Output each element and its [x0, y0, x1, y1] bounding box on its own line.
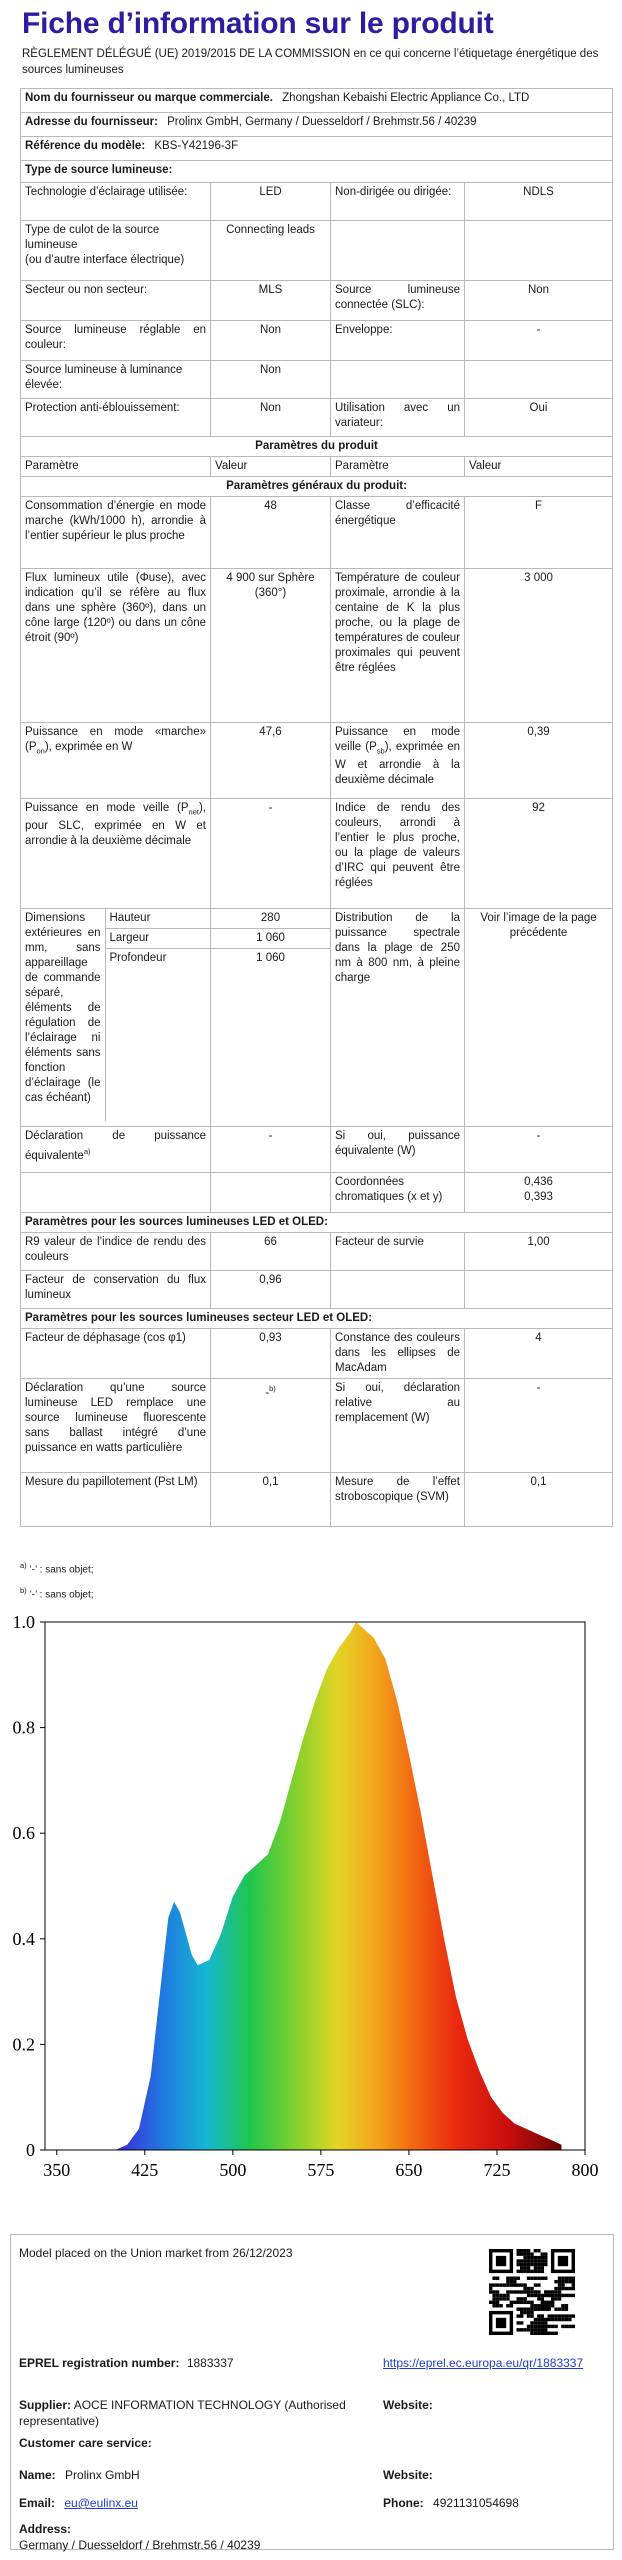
spectrum-area [115, 1622, 561, 2150]
y-tick-label: 0.2 [12, 2034, 35, 2055]
replace-power-value: - [465, 1379, 613, 1473]
glare-label: Protection anti-éblouissement: [21, 399, 211, 437]
col-value-1: Valeur [211, 457, 331, 477]
col-param-2: Paramètre [331, 457, 465, 477]
type-header: Type de source lumineuse: [21, 161, 613, 183]
eprel-reg-label: EPREL registration number: [19, 2356, 180, 2370]
envelope-value: - [465, 321, 613, 361]
pf-label: Facteur de déphasage (cos φ1) [21, 1329, 211, 1379]
footnotes [20, 1555, 94, 1606]
depth-label: Profondeur [109, 952, 167, 964]
width-value: 1 060 [211, 929, 330, 949]
cap-label-text-2: (ou d’autre interface électrique) [25, 254, 185, 266]
dimensions-cell [21, 909, 211, 1127]
care-phone [383, 2495, 519, 2511]
spectral-chart [0, 1610, 622, 2200]
product-info-table [20, 88, 613, 1527]
tech-value: LED [211, 183, 331, 221]
chroma-label: Coordonnées chromatiques (x et y) [331, 1173, 465, 1213]
flicker-label: Mesure du papillotement (Pst LM) [21, 1473, 211, 1527]
cap-value: Connecting leads [211, 221, 331, 281]
on-power-label: Puissance en mode «marche» $(P_{on})$, exprimée en W [21, 723, 211, 799]
eprel-website-label: Website: [383, 2398, 433, 2412]
maint-label: Facteur de conservation du flux lumineux [21, 1271, 211, 1309]
nondir-value: NDLS [465, 183, 613, 221]
x-tick-label: 575 [307, 2160, 335, 2180]
tunable-label: Source lumineuse réglable en couleur: [21, 321, 211, 361]
netstandby-value: - [211, 799, 331, 909]
equiv-power-label: Si oui, puissance équivalente (W) [331, 1127, 465, 1173]
dimmer-label: Utilisation avec un variateur: [331, 399, 465, 437]
cri-label: Indice de rendu des couleurs, arrondi à l’entier le plus proche, ou la plage de valeurs d’IRC qui peuvent être réglées [331, 799, 465, 909]
y-tick-label: 0.4 [12, 1928, 35, 1949]
y-tick-label: 0.6 [12, 1823, 35, 1844]
glare-value: Non [211, 399, 331, 437]
empty-cell [211, 1173, 331, 1213]
width-label: Largeur [105, 929, 210, 949]
consumption-value: 48 [211, 497, 331, 569]
chroma-x: 0,436 [524, 1176, 553, 1188]
equiv-value: - [211, 1127, 331, 1173]
spectral-label: Distribution de la puissance spectrale dans la plage de 250 nm à 800 nm, à pleine charge [331, 909, 465, 1127]
supplier-address-value: Prolinx GmbH, Germany / Duesseldorf / Brehmstr.56 / 40239 [167, 116, 477, 128]
flux-value: 4 900 sur Sphère (360°) [211, 569, 331, 723]
care-name [19, 2467, 140, 2483]
tunable-value: Non [211, 321, 331, 361]
empty-cell [465, 1271, 613, 1309]
x-tick-label: 350 [43, 2160, 71, 2180]
survival-label: Facteur de survie [331, 1233, 465, 1271]
eprel-panel [10, 2234, 614, 2550]
y-tick-label: 0 [26, 2140, 35, 2160]
height-value: 280 [211, 909, 330, 929]
care-address-label: Address: [19, 2522, 72, 2536]
highlum-label: Source lumineuse à luminance élevée: [21, 361, 211, 399]
model-row [21, 137, 613, 161]
eprel-supplier-value: AOCE INFORMATION TECHNOLOGY (Authorised representative) [19, 2398, 346, 2428]
eprel-reg-value: 1883337 [186, 2356, 234, 2370]
spectral-value: Voir l’image de la page précédente [465, 909, 613, 1127]
care-name-value: Prolinx GmbH [65, 2468, 140, 2482]
macadam-value: 4 [465, 1329, 613, 1379]
care-email-link[interactable]: eu@eulinx.eu [64, 2496, 138, 2510]
flux-label: Flux lumineux utile (Φuse), avec indication qu’il se réfère au flux dans une sphère (360º), dans un cône large (120º) ou dans un cône étroit (90º) [21, 569, 211, 723]
supplier-name-label: Nom du fournisseur ou marque commerciale. [25, 92, 273, 104]
care-phone-label: Phone: [383, 2496, 424, 2510]
empty-cell [331, 361, 465, 399]
efficiency-value: F [465, 497, 613, 569]
depth-value: 1 060 [256, 952, 285, 964]
r9-value: 66 [211, 1233, 331, 1271]
maint-value: 0,96 [211, 1271, 331, 1309]
empty-cell [21, 1173, 211, 1213]
y-tick-label: 0.8 [12, 1717, 35, 1738]
eprel-link[interactable]: https://eprel.ec.europa.eu/qr/1883337 [383, 2356, 584, 2370]
cri-value: 92 [465, 799, 613, 909]
nondir-label: Non-dirigée ou dirigée: [331, 183, 465, 221]
page-title: Fiche d’information sur le produit [22, 7, 494, 40]
tech-label: Technologie d’éclairage utilisée: [21, 183, 211, 221]
highlum-value: Non [211, 361, 331, 399]
supplier-name-row [21, 89, 613, 113]
supplier-address-row [21, 113, 613, 137]
cap-label-text: Type de culot de la source lumineuse [25, 224, 160, 251]
survival-value: 1,00 [465, 1233, 613, 1271]
regulation-text: RÈGLEMENT DÉLÉGUÉ (UE) 2019/2015 DE LA COMMISSION en ce qui concerne l’étiquetage énergétique des sources lumineuses [22, 48, 599, 76]
pf-value: 0,93 [211, 1329, 331, 1379]
col-param-1: Paramètre [21, 457, 211, 477]
x-tick-label: 725 [483, 2160, 511, 2180]
care-email [19, 2495, 138, 2511]
led-header: Paramètres pour les sources lumineuses LED et OLED: [21, 1213, 613, 1233]
svm-label: Mesure de l’effet stroboscopique (SVM) [331, 1473, 465, 1527]
consumption-label: Consommation d’énergie en mode marche (kWh/1000 h), arrondie à l’entier supérieur le plus proche [21, 497, 211, 569]
r9-label: R9 valeur de l’indice de rendu des couleurs [21, 1233, 211, 1271]
eprel-reg [19, 2355, 234, 2371]
replace-value: -$^{b)}$ [211, 1379, 331, 1473]
care-phone-value: 4921131054698 [433, 2496, 519, 2510]
y-tick-label: 1.0 [12, 1612, 35, 1632]
care-email-label: Email: [19, 2496, 56, 2510]
empty-cell [465, 361, 613, 399]
footnote-a: $^{a)}$ ’-’ : sans objet; [20, 1561, 94, 1576]
cct-label: Température de couleur proximale, arrondie à la centaine de K la plus proche, ou la plage de températures de couleur proximales qui peuvent être réglées [331, 569, 465, 723]
replace-power-label: Si oui, déclaration relative au remplacement (W) [331, 1379, 465, 1473]
supplier-name-value: Zhongshan Kebaishi Electric Appliance Co., LTD [282, 92, 530, 104]
dimensions-inner [21, 909, 210, 1121]
netstandby-label: Puissance en mode veille $(P_{net})$, pour SLC, exprimée en W et arrondie à la deuxième décimale [21, 799, 211, 909]
customer-care-label: Customer care service: [19, 2436, 152, 2450]
slc-value: Non [465, 281, 613, 321]
col-value-2: Valeur [465, 457, 613, 477]
supplier-address-label: Adresse du fournisseur: [25, 116, 158, 128]
slc-label: Source lumineuse connectée (SLC): [331, 281, 465, 321]
chroma-value [465, 1173, 613, 1213]
svm-value: 0,1 [465, 1473, 613, 1527]
empty-cell [331, 1271, 465, 1309]
replace-label: Déclaration qu’une source lumineuse LED remplace une source lumineuse fluorescente sans ballast intégré d’une puissance en watts particulière [21, 1379, 211, 1473]
mains-header: Paramètres pour les sources lumineuses secteur LED et OLED: [21, 1309, 613, 1329]
equiv-label: Déclaration de puissance équivalente$^{a)}$ [21, 1127, 211, 1173]
x-tick-label: 800 [571, 2160, 599, 2180]
equiv-power-value: - [465, 1127, 613, 1173]
empty-cell [331, 221, 465, 281]
qr-code-icon[interactable] [489, 2249, 575, 2335]
empty-cell [465, 221, 613, 281]
on-power-value: 47,6 [211, 723, 331, 799]
efficiency-label: Classe d’efficacité énergétique [331, 497, 465, 569]
params-header: Paramètres du produit [21, 437, 613, 457]
eprel-supplier [19, 2397, 369, 2429]
dimmer-value: Oui [465, 399, 613, 437]
model-value: KBS-Y42196-3F [154, 140, 239, 152]
x-tick-label: 650 [395, 2160, 423, 2180]
standby-value: 0,39 [465, 723, 613, 799]
care-website-label: Website: [383, 2468, 433, 2482]
x-tick-label: 500 [219, 2160, 247, 2180]
dims-label: Dimensions extérieures en mm, sans appareillage de commande séparé, éléments de régulation de l’éclairage ni éléments sans fonction d’éclairage (le cas échéant) [21, 909, 105, 1121]
cap-label [21, 221, 211, 281]
footnote-b: $^{b)}$ ’-’ : sans objet; [20, 1586, 94, 1601]
standby-label: Puissance en mode veille $(P_{sb})$, exprimée en W et arrondie à la deuxième décimale [331, 723, 465, 799]
model-label: Référence du modèle: [25, 140, 146, 152]
mains-value: MLS [211, 281, 331, 321]
envelope-label: Enveloppe: [331, 321, 465, 361]
general-header: Paramètres généraux du produit: [21, 477, 613, 497]
market-text: Model placed on the Union market from 26/12/2023 [19, 2246, 293, 2260]
dimensions-values [211, 909, 331, 1127]
cct-value: 3 000 [465, 569, 613, 723]
chroma-y: 0,393 [524, 1191, 553, 1203]
care-name-label: Name: [19, 2468, 56, 2482]
care-address-value: Germany / Duesseldorf / Brehmstr.56 / 40239 [19, 2538, 261, 2552]
mains-label: Secteur ou non secteur: [21, 281, 211, 321]
x-tick-label: 425 [131, 2160, 159, 2180]
flicker-value: 0,1 [211, 1473, 331, 1527]
eprel-supplier-label: Supplier: [19, 2398, 72, 2412]
height-label: Hauteur [105, 909, 210, 929]
macadam-label: Constance des couleurs dans les ellipses de MacAdam [331, 1329, 465, 1379]
